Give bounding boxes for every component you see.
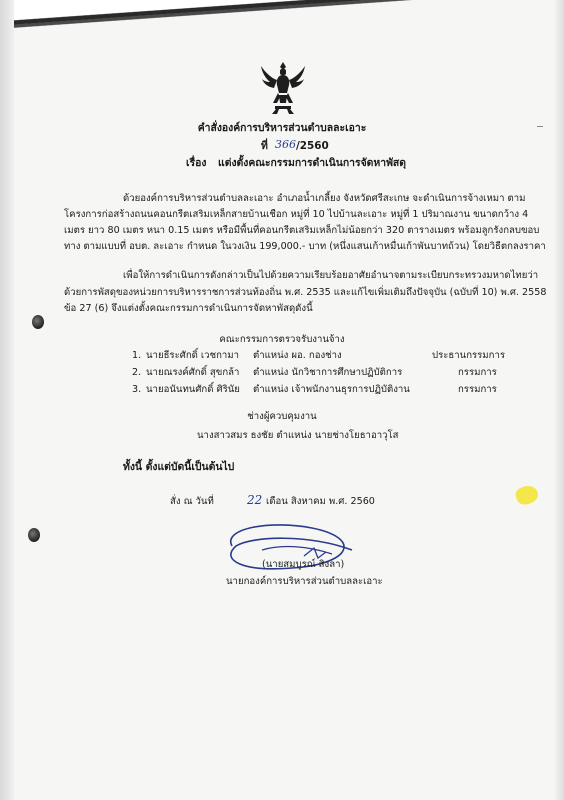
committee-role: กรรมการ	[458, 367, 497, 378]
committee-position: ตำแหน่ง ผอ. กองช่าง	[253, 350, 342, 361]
committee-position: ตำแหน่ง นักวิชาการศึกษาปฏิบัติการ	[253, 367, 403, 378]
order-date-suffix: เดือน สิงหาคม พ.ศ. 2560	[266, 496, 375, 507]
committee-name: นายณรงค์ศักดิ์ สุขกล้า	[146, 367, 240, 378]
committee-name: นายธีระศักดิ์ เวชกามา	[146, 350, 239, 361]
paragraph-1-line-2: โครงการก่อสร้างถนนคอนกรีตเสริมเหล็กสายบ้านเชือก หมู่ที่ 10 ไปบ้านละเอาะ หมู่ที่ 1 ปริมาณงาน ขนาดกว้าง 4	[64, 209, 529, 220]
paragraph-1-line-4: ทาง ตามแบบที่ อบต. ละเอาะ กำหนด ในวงเงิน 199,000.- บาท (หนึ่งแสนเก้าหมื่นเก้าพันบาทถ้วน) โดยวิธีตกลงราคา	[64, 241, 546, 252]
committee-role: ประธานกรรมการ	[432, 350, 505, 361]
paragraph-2-line-1: เพื่อให้การดำเนินการดังกล่าวเป็นไปด้วยความเรียบร้อยอาศัยอำนาจตามระเบียบกระทรวงมหาดไทยว่า	[123, 270, 539, 281]
effective-statement: ทั้งนี้ ตั้งแต่บัดนี้เป็นต้นไป	[123, 461, 235, 473]
subject-text: แต่งตั้งคณะกรรมการดำเนินการจัดหาพัสดุ	[218, 157, 407, 169]
committee-name: นายอนันทนศักดิ์ ศิรินัย	[146, 384, 240, 395]
paragraph-1-line-3: เมตร ยาว 80 เมตร หนา 0.15 เมตร หรือมีพื้นที่คอนกรีตเสริมเหล็กไม่น้อยกว่า 320 ตารางเมตร พร้อมลูกรังกลบขอบ	[64, 225, 540, 236]
supervisor-line: นางสาวสมร ธงชัย ตำแหน่ง นายช่างโยธาอาวุโส	[197, 430, 399, 441]
paragraph-2-line-3: ข้อ 27 (6) จึงแต่งตั้งคณะกรรมการดำเนินการจัดหาพัสดุดังนี้	[64, 303, 313, 314]
committee-no: 2.	[132, 367, 142, 378]
supervisor-heading: ช่างผู้ควบคุมงาน	[247, 411, 317, 422]
committee-heading: คณะกรรมการตรวจรับงานจ้าง	[219, 334, 345, 345]
paragraph-2-line-2: ด้วยการพัสดุของหน่วยการบริหารราชการส่วนท้องถิ่น พ.ศ. 2535 และแก้ไขเพิ่มเติมถึงปัจจุบัน (ฉบับที่ 10) พ.ศ. 2558	[64, 287, 547, 298]
order-title: คำสั่งองค์การบริหารส่วนตำบลละเอาะ	[197, 122, 367, 134]
punch-hole-bottom	[28, 528, 40, 542]
order-number-prefix: ที่	[261, 140, 268, 152]
committee-role: กรรมการ	[458, 384, 497, 395]
order-number-suffix: /2560	[296, 140, 329, 152]
committee-position: ตำแหน่ง เจ้าพนักงานธุรการปฏิบัติงาน	[253, 384, 410, 395]
order-date-prefix: สั่ง ณ วันที่	[170, 496, 214, 507]
subject-label: เรื่อง	[186, 157, 207, 169]
margin-mark	[537, 126, 543, 127]
yellow-highlight-mark	[514, 483, 541, 507]
signatory-title: นายกองค์การบริหารส่วนตำบลละเอาะ	[226, 576, 383, 587]
order-date-day-handwritten: 22	[247, 493, 263, 507]
committee-no: 3.	[132, 384, 142, 395]
committee-no: 1.	[132, 350, 142, 361]
order-number-handwritten: 366	[275, 138, 296, 151]
paragraph-1-line-1: ด้วยองค์การบริหารส่วนตำบลละเอาะ อำเภอน้ำเกลี้ยง จังหวัดศรีสะเกษ จะดำเนินการจ้างเหมา ตาม	[123, 193, 526, 204]
garuda-emblem-icon	[258, 60, 308, 116]
punch-hole-top	[32, 315, 44, 329]
signatory-name: (นายสมบูรณ์ สิงลา)	[262, 559, 345, 570]
